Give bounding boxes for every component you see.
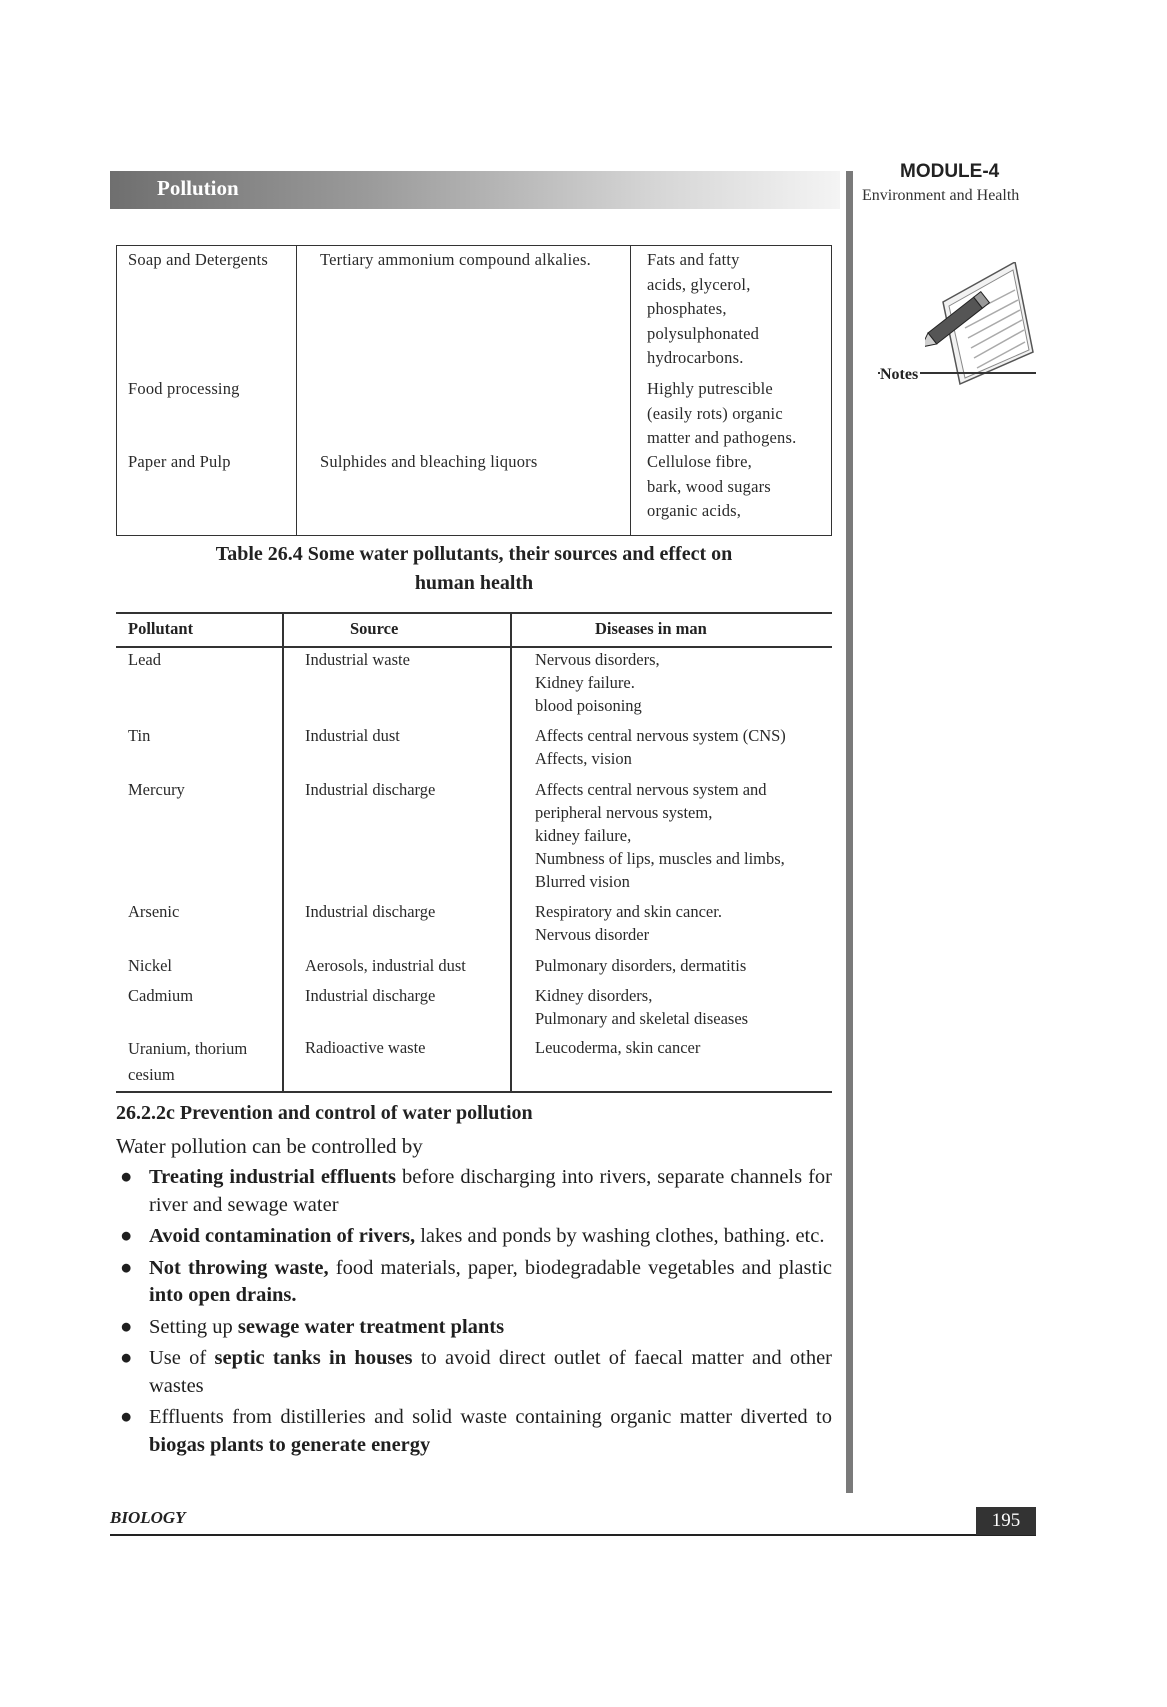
disease-line: Respiratory and skin cancer. [535,902,722,921]
disease-line: Leucoderma, skin cancer [535,1038,701,1057]
text-run: Effluents from distilleries and solid waste containing organic matter diverted to [149,1406,832,1428]
list-item [116,1223,832,1251]
disease-line: Blurred vision [535,872,630,891]
table-caption [116,540,832,598]
text-run: before discharging into rivers, separate channels for river and sewage water [149,1166,832,1216]
table-header-rule [116,646,832,648]
section-heading: 26.2.2c Prevention and control of water pollution [116,1102,533,1124]
table-column-divider [630,246,631,535]
disease-line: kidney failure, [535,826,632,845]
table-cell-pollutant: Tin [128,726,151,745]
footer-rule [110,1534,1036,1536]
text-run: Setting up [149,1315,238,1338]
bullet-icon: ● [120,1166,133,1188]
table-top-rule [116,612,832,614]
bold-text: Treating industrial effluents [149,1166,396,1188]
disease-line: Pulmonary and skeletal diseases [535,1009,749,1028]
table-cell-industry: Food processing [128,379,240,398]
table-cell-diseases [535,900,722,946]
disease-line: Kidney disorders, [535,986,653,1005]
table-cell-diseases [535,954,746,977]
table-cell-diseases [535,648,660,717]
notes-label: Notes [880,366,919,383]
disease-line: peripheral nervous system, [535,803,713,822]
pollutant-line: Uranium, thorium [128,1039,248,1058]
effect-line: matter and pathogens. [647,428,797,447]
table-cell-pollutant: Cadmium [128,986,194,1005]
table-cell-pollutant: Mercury [128,780,185,799]
table-cell-pollutant: Nickel [128,956,172,975]
text-run: to avoid direct outlet of faecal matter and other wastes [149,1347,832,1397]
footer-subject: BIOLOGY [110,1508,186,1527]
table-cell-source: Industrial discharge [305,780,436,799]
caption-line: Table 26.4 Some water pollutants, their sources and effect on [215,543,733,565]
effect-line: phosphates, [647,299,727,318]
table-header-diseases: Diseases in man [595,619,707,638]
effect-line: organic acids, [647,501,742,520]
list-item [116,1314,832,1342]
table-cell-effect [647,248,759,371]
list-item [116,1164,832,1219]
effect-line: acids, glycerol, [647,274,751,294]
disease-line: Numbness of lips, muscles and limbs, [535,849,785,868]
table-header-source: Source [350,619,399,638]
caption-line: human health [414,572,534,594]
disease-line: blood poisoning [535,696,642,715]
list-item [116,1404,832,1459]
text-run: lakes and ponds by washing clothes, bathing. etc. [415,1225,825,1247]
table-cell-source: Radioactive waste [305,1038,426,1057]
chapter-title: Pollution [157,176,239,200]
table-cell-source: Industrial dust [305,726,400,745]
bullet-icon: ● [120,1347,133,1369]
bold-text: septic tanks in houses [214,1347,413,1369]
text-run: Use of [149,1347,215,1369]
bold-text: biogas plants to generate energy [149,1433,431,1456]
table-cell-pollutant: Arsenic [128,902,180,921]
table-cell-pollutant: Lead [128,650,161,669]
table-cell-source: Industrial waste [305,650,410,669]
table-cell-source: Industrial discharge [305,986,436,1005]
effect-line: Highly putrescible [647,379,773,398]
effect-line: Fats and fatty [647,250,740,269]
disease-line: Pulmonary disorders, dermatitis [535,956,747,975]
table-cell-diseases [535,778,785,893]
table-cell-diseases [535,1036,700,1059]
table-cell-pollutant [128,1036,247,1088]
bold-text: Avoid contamination of rivers, [149,1225,416,1247]
effect-line: hydrocarbons. [647,348,744,367]
prevention-list [116,1164,832,1463]
pollutant-line: cesium [128,1065,175,1084]
effect-line: Cellulose fibre, [647,452,752,471]
table-cell-effect [647,377,796,451]
industry-pollutants-table [116,245,832,536]
notes-pencil-icon [925,262,1035,387]
table-cell-diseases [535,984,748,1030]
table-column-divider [282,612,284,1092]
table-cell-source: Aerosols, industrial dust [305,956,466,975]
disease-line: Affects central nervous system (CNS) [535,726,786,745]
bullet-icon: ● [120,1225,133,1247]
table-cell-source: Industrial discharge [305,902,436,921]
list-item [116,1345,832,1400]
table-cell-effect [647,450,771,524]
disease-line: Affects, vision [535,749,632,768]
bold-text: sewage water treatment plants [237,1315,505,1338]
text-run: food materials, paper, biodegradable vegetables and plastic [328,1256,832,1279]
table-column-divider [510,612,512,1092]
bullet-icon: ● [120,1406,133,1428]
table-header-pollutant: Pollutant [128,619,194,638]
module-subtitle: Environment and Health [862,187,1020,204]
effect-line: (easily rots) organic [647,403,783,423]
table-cell-pollutant: Sulphides and bleaching liquors [320,452,538,471]
table-bottom-rule [116,1091,832,1093]
bullet-icon: ● [120,1256,133,1279]
list-item [116,1255,832,1310]
effect-line: polysulphonated [647,323,760,343]
bold-text: into open drains. [149,1284,297,1306]
bullet-icon: ● [120,1315,133,1338]
disease-line: Kidney failure. [535,673,635,692]
disease-line: Nervous disorders, [535,650,660,669]
table-cell-pollutant: Tertiary ammonium compound alkalies. [320,250,591,269]
page-number: 195 [976,1507,1036,1535]
effect-line: bark, wood sugars [647,476,771,496]
disease-line: Nervous disorder [535,925,650,944]
module-title: MODULE-4 [900,161,1000,182]
table-cell-industry: Soap and Detergents [128,250,269,269]
disease-line: Affects central nervous system and [535,780,767,799]
table-column-divider [296,246,297,535]
bold-text: Not throwing waste, [149,1256,329,1279]
section-intro: Water pollution can be controlled by [116,1134,423,1158]
margin-divider [846,171,853,1493]
table-cell-diseases [535,724,786,770]
table-cell-industry: Paper and Pulp [128,452,231,471]
